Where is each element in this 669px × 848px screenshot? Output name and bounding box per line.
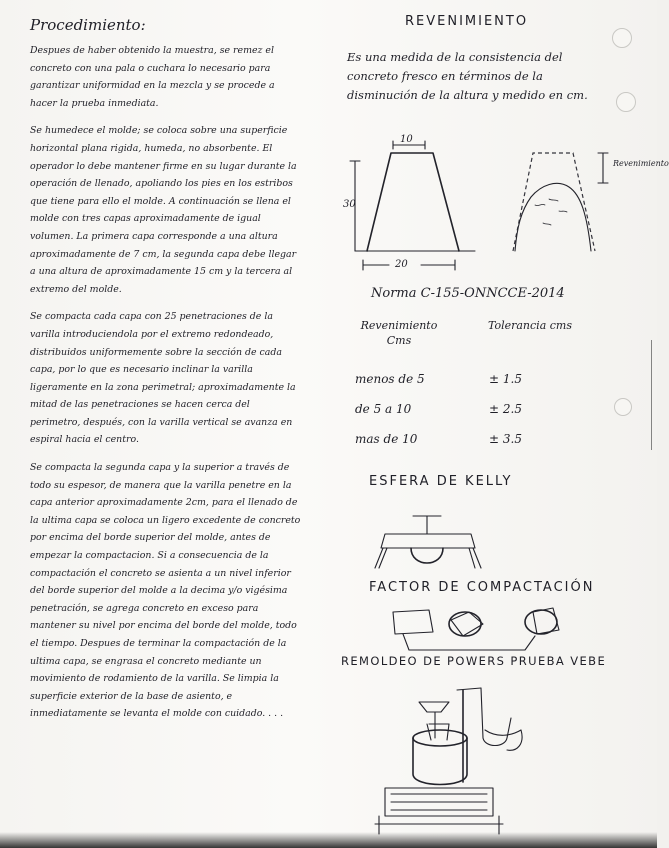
revenimiento-column: [335, 14, 669, 848]
procedure-paragraph-3: Se compacta cada capa con 25 penetraciones de la varilla introduciendola por el extremo redondeado, distribuidos uniformemente sobre la sección de cada capa, por lo que es necesario inclinar la varilla ligeramente en la zona perimetral; aproximadamente la mitad de las penetraciones se hacen cerca del perimetro, después, con la varilla vertical se avanza en espiral hacia el centro.: [30, 311, 296, 446]
bottom-shadow: [0, 832, 657, 848]
table-cell-tolerance: ± 2.5: [489, 402, 522, 416]
powers-vebe-sketch: [335, 678, 635, 838]
kelly-ball-sketch: [335, 492, 635, 572]
table-header-revenimiento: Revenimiento Cms: [360, 319, 438, 347]
slump-cone-sketch: [345, 139, 635, 279]
procedure-title: Procedimiento:: [30, 16, 146, 34]
slump-cone-diagram: [343, 134, 669, 279]
procedure-paragraph-2: Se humedece el molde; se coloca sobre una superficie horizontal plana rigida, humeda, no absorbente. El operador lo debe mantener firme en su lugar durante la operación de llenado, apoliando los pies en los estribos que tiene para ello el molde. A continuación se llena el molde con tres capas aproximadamente de igual volumen. La primera capa corresponde a una altura aproximadamente de 7 cm, la segunda capa debe llegar a una altura de aproximadamente 15 cm y la tercera al extremo del molde.: [30, 125, 297, 295]
table-cell-tolerance: ± 3.5: [489, 432, 522, 446]
cone-height-dimension: 30: [343, 199, 356, 210]
procedure-paragraph-1: Despues de haber obtenido la muestra, se remez el concreto con una pala o cuchara lo necesario para garantizar uniformidad en la mezcla y se procede a hacer la prueba inmediata.: [30, 45, 275, 109]
revenimiento-definition: Es una medida de la consistencia del concreto fresco en términos de la disminución de la altura y medido en cm.: [347, 50, 588, 102]
powers-vebe-title: REMOLDEO DE POWERS PRUEBA VEBE: [341, 654, 607, 668]
procedure-column: [30, 16, 302, 733]
page-edge-line: [651, 340, 652, 450]
norma-reference: Norma C-155-ONNCCE-2014: [371, 286, 565, 301]
table-cell-range: menos de 5: [355, 372, 425, 386]
table-cell-range: mas de 10: [355, 432, 418, 446]
revenimiento-label: Revenimiento: [613, 159, 669, 168]
table-header-tolerancia: Tolerancia cms: [487, 319, 572, 332]
kelly-title: ESFERA DE KELLY: [369, 474, 513, 489]
revenimiento-title: REVENIMIENTO: [405, 14, 529, 29]
factor-title: FACTOR DE COMPACTACIÓN: [369, 580, 595, 595]
table-cell-tolerance: ± 1.5: [489, 372, 522, 386]
cone-top-dimension: 10: [400, 134, 413, 145]
table-cell-range: de 5 a 10: [355, 402, 412, 416]
procedure-paragraph-4: Se compacta la segunda capa y la superior a través de todo su espesor, de manera que la varilla penetre en la capa anterior aproximadamente 2cm, para el llenado de la ultima capa se coloca un ligero excedente de concreto por encima del borde superior del molde, antes de empezar la compactacion. Si a consecuencia de la compactación el concreto se asienta a un nivel inferior del borde superior del molde a la decima y/o vigésima penetración, se agrega concreto en exceso para mantener su nivel por encima del borde del molde, todo el tiempo. Despues de terminar la compactación de la ultima capa, se engrasa el concreto mediante un movimiento de rodamiento de la varilla. Se limpia la superficie exterior de la base de asiento, e inmediatamente se levanta el molde con cuidado. . . .: [30, 462, 301, 720]
compaction-factor-sketch: [335, 602, 635, 662]
cone-base-dimension: 20: [395, 259, 408, 270]
